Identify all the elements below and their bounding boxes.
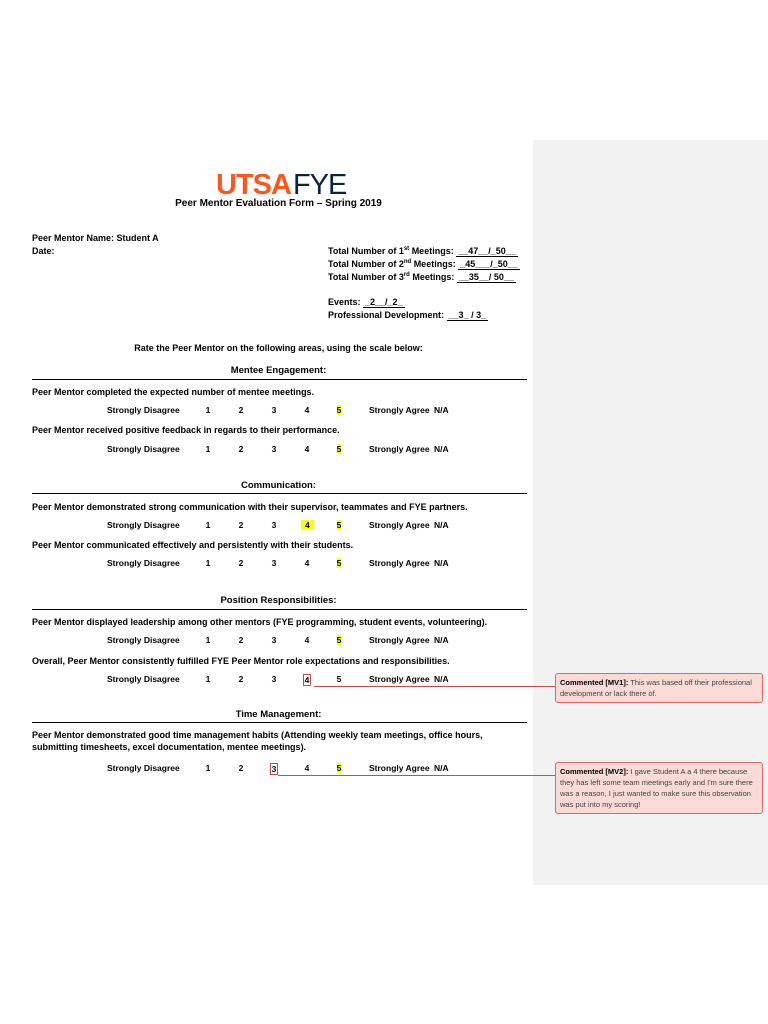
- na-option[interactable]: N/A: [434, 763, 449, 773]
- question-4: Peer Mentor communicated effectively and persistently with their students.: [32, 540, 354, 550]
- rating-option-2[interactable]: 2: [238, 674, 244, 684]
- na-option[interactable]: N/A: [434, 520, 449, 530]
- na-option[interactable]: N/A: [434, 558, 449, 568]
- events-label: Events:: [328, 297, 361, 307]
- logo-utsa-text: UTSA: [216, 169, 291, 201]
- meetings-3: Total Number of 3rd Meetings: __35__/ 50__: [328, 272, 514, 282]
- rating-option-5[interactable]: 5: [336, 763, 342, 773]
- form-title: Peer Mentor Evaluation Form – Spring 2019: [175, 198, 382, 209]
- section-title-time-management: Time Management:: [235, 709, 322, 720]
- strongly-agree-label: Strongly Agree: [369, 444, 430, 454]
- strongly-agree-label: Strongly Agree: [369, 763, 430, 773]
- na-option[interactable]: N/A: [434, 405, 449, 415]
- rating-option-5[interactable]: 5: [336, 674, 342, 684]
- section-divider: [32, 722, 527, 723]
- meetings-2-value: _45___/_50__: [460, 259, 518, 269]
- rating-option-4[interactable]: 4: [304, 635, 310, 645]
- strongly-agree-label: Strongly Agree: [369, 674, 430, 684]
- meetings-1-value: __47__/_50__: [458, 246, 516, 256]
- rating-option-3[interactable]: 3: [271, 635, 277, 645]
- rating-option-1[interactable]: 1: [205, 520, 211, 530]
- rating-option-1[interactable]: 1: [205, 763, 211, 773]
- rating-option-3[interactable]: 3: [271, 558, 277, 568]
- section-divider: [32, 379, 527, 380]
- meetings-3-value: __35__/ 50__: [458, 272, 514, 282]
- rating-option-1[interactable]: 1: [205, 444, 211, 454]
- meetings-2: Total Number of 2nd Meetings: _45___/_50__: [328, 259, 518, 269]
- strongly-disagree-label: Strongly Disagree: [107, 558, 180, 568]
- rating-option-5[interactable]: 5: [336, 520, 342, 530]
- comment-connector-1: [314, 686, 558, 687]
- events-row: [328, 297, 405, 308]
- rating-option-3[interactable]: 3: [271, 405, 277, 415]
- strongly-disagree-label: Strongly Disagree: [107, 763, 180, 773]
- rating-option-4[interactable]: 4: [304, 675, 310, 685]
- rating-option-1[interactable]: 1: [205, 635, 211, 645]
- rating-option-1[interactable]: 1: [205, 558, 211, 568]
- rating-option-2[interactable]: 2: [238, 558, 244, 568]
- rating-option-4[interactable]: 4: [301, 520, 313, 530]
- rating-option-4[interactable]: 4: [304, 763, 310, 773]
- strongly-disagree-label: Strongly Disagree: [107, 674, 180, 684]
- strongly-disagree-label: Strongly Disagree: [107, 635, 180, 645]
- rating-option-3[interactable]: 3: [271, 674, 277, 684]
- section-title-position-responsibilities: Position Responsibilities:: [220, 595, 337, 606]
- rating-option-3[interactable]: 3: [271, 520, 277, 530]
- question-6: Overall, Peer Mentor consistently fulfilled FYE Peer Mentor role expectations and responsibilities.: [32, 656, 450, 666]
- rating-option-1[interactable]: 1: [205, 405, 211, 415]
- comment-mv1[interactable]: [555, 673, 763, 703]
- comment-mv1-label: Commented [MV1]:: [560, 678, 629, 687]
- rating-option-2[interactable]: 2: [238, 444, 244, 454]
- instructions: Rate the Peer Mentor on the following areas, using the scale below:: [134, 343, 423, 353]
- na-option[interactable]: N/A: [434, 674, 449, 684]
- na-option[interactable]: N/A: [434, 635, 449, 645]
- section-title-communication: Communication:: [241, 480, 316, 491]
- utsa-fye-logo: [216, 170, 346, 200]
- rating-option-3[interactable]: 3: [271, 764, 277, 774]
- rating-option-5[interactable]: 5: [336, 635, 342, 645]
- strongly-agree-label: Strongly Agree: [369, 558, 430, 568]
- rating-option-2[interactable]: 2: [238, 520, 244, 530]
- rating-option-2[interactable]: 2: [238, 635, 244, 645]
- strongly-disagree-label: Strongly Disagree: [107, 444, 180, 454]
- question-7: Peer Mentor demonstrated good time management habits (Attending weekly team meetings, office hours, submitting timesheets, excel documentation, mentee meetings).: [32, 730, 483, 752]
- rating-option-5[interactable]: 5: [336, 558, 342, 568]
- comment-mv2-label: Commented [MV2]:: [560, 767, 629, 776]
- question-3: Peer Mentor demonstrated strong communication with their supervisor, teammates and FYE partners.: [32, 502, 468, 512]
- rating-option-3[interactable]: 3: [271, 444, 277, 454]
- strongly-agree-label: Strongly Agree: [369, 520, 430, 530]
- comment-mv1-text: This was based off their professional development or lack there of.: [560, 678, 752, 698]
- date-label: Date:: [32, 246, 55, 256]
- prof-dev-label: Professional Development:: [328, 310, 445, 320]
- prof-dev-value: __3_ / 3_: [448, 310, 487, 320]
- strongly-agree-label: Strongly Agree: [369, 635, 430, 645]
- strongly-agree-label: Strongly Agree: [369, 405, 430, 415]
- prof-dev-row: [328, 310, 488, 321]
- question-2: Peer Mentor received positive feedback in regards to their performance.: [32, 425, 340, 435]
- comment-mv2[interactable]: [555, 762, 763, 814]
- rating-option-5[interactable]: 5: [336, 444, 342, 454]
- rating-option-4[interactable]: 4: [304, 405, 310, 415]
- rating-option-4[interactable]: 4: [304, 558, 310, 568]
- section-divider: [32, 493, 527, 494]
- rating-option-5[interactable]: 5: [336, 405, 342, 415]
- meetings-1: Total Number of 1st Meetings: __47__/_50__: [328, 246, 516, 256]
- strongly-disagree-label: Strongly Disagree: [107, 520, 180, 530]
- rating-option-1[interactable]: 1: [205, 674, 211, 684]
- mentor-name: Peer Mentor Name: Student A: [32, 233, 159, 243]
- comment-connector-2: [278, 775, 558, 776]
- section-divider: [32, 609, 527, 610]
- comment-mv2-text: I gave Student A a 4 there because they has left some team meetings early and I'm sure there was a reason, I just wanted to make sure this observation was put into my scoring!: [560, 767, 753, 809]
- na-option[interactable]: N/A: [434, 444, 449, 454]
- rating-option-2[interactable]: 2: [238, 763, 244, 773]
- section-title-mentee-engagement: Mentee Engagement:: [230, 365, 327, 376]
- strongly-disagree-label: Strongly Disagree: [107, 405, 180, 415]
- question-5: Peer Mentor displayed leadership among other mentors (FYE programming, student events, volunteering).: [32, 617, 488, 627]
- events-value: _2__/_2_: [365, 297, 403, 307]
- logo-fye-text: FYE: [292, 169, 347, 201]
- rating-option-4[interactable]: 4: [304, 444, 310, 454]
- question-1: Peer Mentor completed the expected number of mentee meetings.: [32, 387, 315, 397]
- rating-option-2[interactable]: 2: [238, 405, 244, 415]
